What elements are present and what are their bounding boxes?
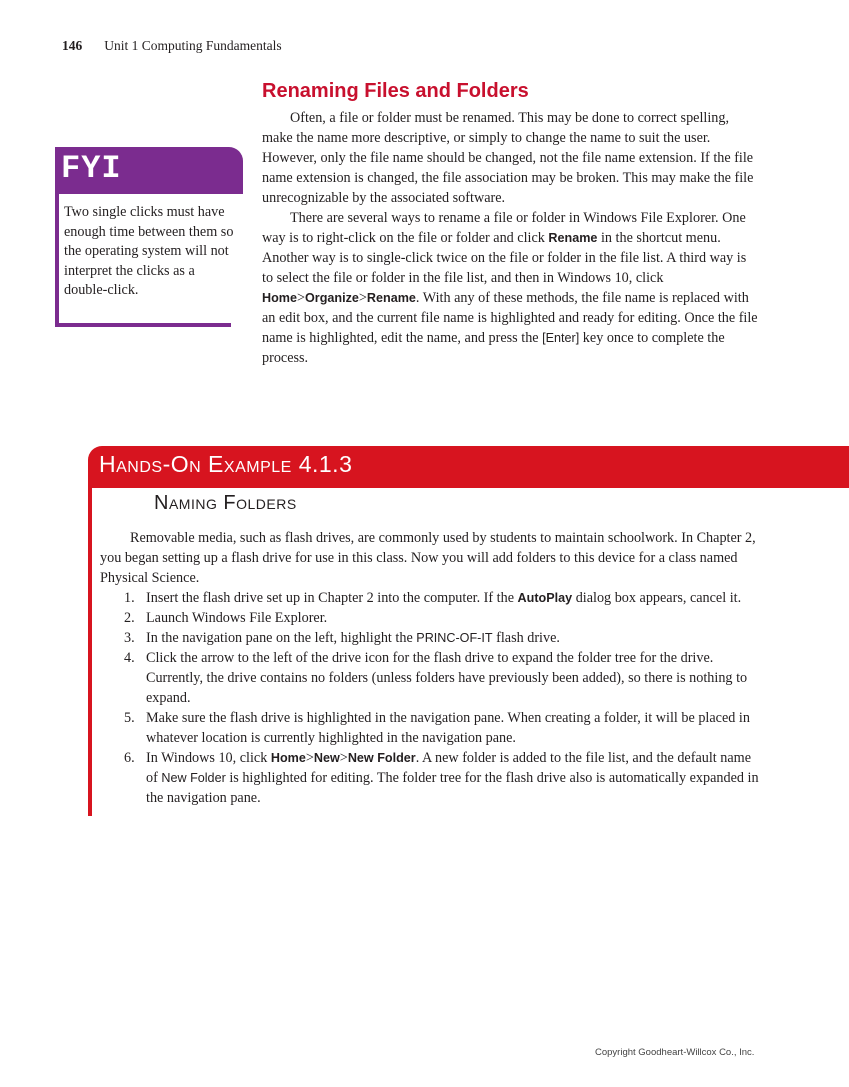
separator: > [297,290,306,306]
text-run: . With any of these methods, the file name is replaced with an edit box, and the current file name is highlighted and ready for editing. Once the file name is highlighted, edit the name, and press the [262,290,758,346]
hands-on-banner [88,446,849,488]
ui-term-rename: Rename [366,291,416,305]
fyi-box [55,147,241,327]
drive-name: PRINC-OF-IT [416,631,493,645]
ui-term-new-folder: New Folder [347,751,416,765]
text-run: flash drive. [492,630,560,646]
text-run: dialog box appears, cancel it. [572,590,742,606]
running-header [62,38,282,54]
section-title: Renaming Files and Folders [262,80,529,102]
step-item [100,588,765,608]
copyright-notice: Copyright Goodheart-Willcox Co., Inc. [595,1047,755,1058]
step-item [100,708,765,748]
text-run: Launch Windows File Explorer. [146,610,328,626]
step-number: 2. [124,610,135,626]
section-body [262,108,760,368]
ui-term-rename: Rename [548,231,598,245]
hands-on-side-bar [88,488,92,816]
hands-on-intro [100,528,760,588]
fyi-banner [55,147,243,194]
text-run: . A new folder is added to the file list, and the default name of [146,750,751,786]
hands-on-subtitle: Naming Folders [154,492,297,514]
key-enter: [Enter] [542,331,580,345]
step-number: 1. [124,590,135,606]
text-run: Make sure the flash drive is highlighted in the navigation pane. When creating a folder, it will be placed in whatever location is currently highlighted in the navigation pane. [146,710,750,746]
text-run: in the shortcut menu. Another way is to single-click twice on the file or folder in the file list. A third way is to select the file or folder in the file list, and then in Windows 10, click [262,230,747,286]
step-item [100,628,765,648]
step-item [100,748,765,808]
step-number: 3. [124,630,135,646]
separator: > [339,750,348,766]
step-number: 6. [124,750,135,766]
ui-term-home: Home [270,751,306,765]
fyi-label: FYI [61,150,122,187]
ui-term-autoplay: AutoPlay [517,591,573,605]
hands-on-title: Hands-On Example 4.1.3 [99,451,353,477]
separator: > [358,290,367,306]
paragraph-1: Often, a file or folder must be renamed. This may be done to correct spelling, make the name more descriptive, or simply to change the name to suit the user. However, only the file name should be changed, not the file name extension. If the file name extension is changed, the file association may be broken. This may make the file unrecognizable by the associated software. [262,110,754,206]
text-run: In the navigation pane on the left, highlight the [146,630,417,646]
step-item [100,608,765,628]
step-item [100,648,765,708]
text-run: In Windows 10, click [146,750,271,766]
steps-list [100,588,765,808]
unit-title: Unit 1 Computing Fundamentals [104,38,282,53]
paragraph-2 [262,208,760,368]
text-run: is highlighted for editing. The folder tree for the flash drive also is automatically expanded in the navigation pane. [146,770,759,806]
text-run: Click the arrow to the left of the drive icon for the flash drive to expand the folder tree for the drive. Currently, the drive contains no folders (unless folders have previously been added), so there is nothing to expand. [146,650,748,706]
text-run: There are several ways to rename a file or folder in Windows File Explorer. One way is to right-click on the file or folder and click [262,210,746,246]
fyi-border-bottom [55,323,231,327]
text-run: Insert the flash drive set up in Chapter 2 into the computer. If the [146,590,518,606]
text-run: key once to complete the process. [262,330,725,366]
ui-term-new: New [313,751,340,765]
fyi-border-left [55,194,59,327]
separator: > [305,750,314,766]
step-number: 5. [124,710,135,726]
step-number: 4. [124,650,135,666]
default-folder-name: New Folder [161,771,226,785]
intro-paragraph: Removable media, such as flash drives, are commonly used by students to maintain schoolwork. In Chapter 2, you began setting up a flash drive for use in this class. Now you will add folders to this device for a class named Physical Science. [100,530,756,586]
ui-term-home: Home [262,291,297,305]
fyi-text: Two single clicks must have enough time between them so the operating system will not interpret the clicks as a double-click. [64,204,234,298]
ui-term-organize: Organize [305,291,359,305]
page-number: 146 [62,38,83,53]
